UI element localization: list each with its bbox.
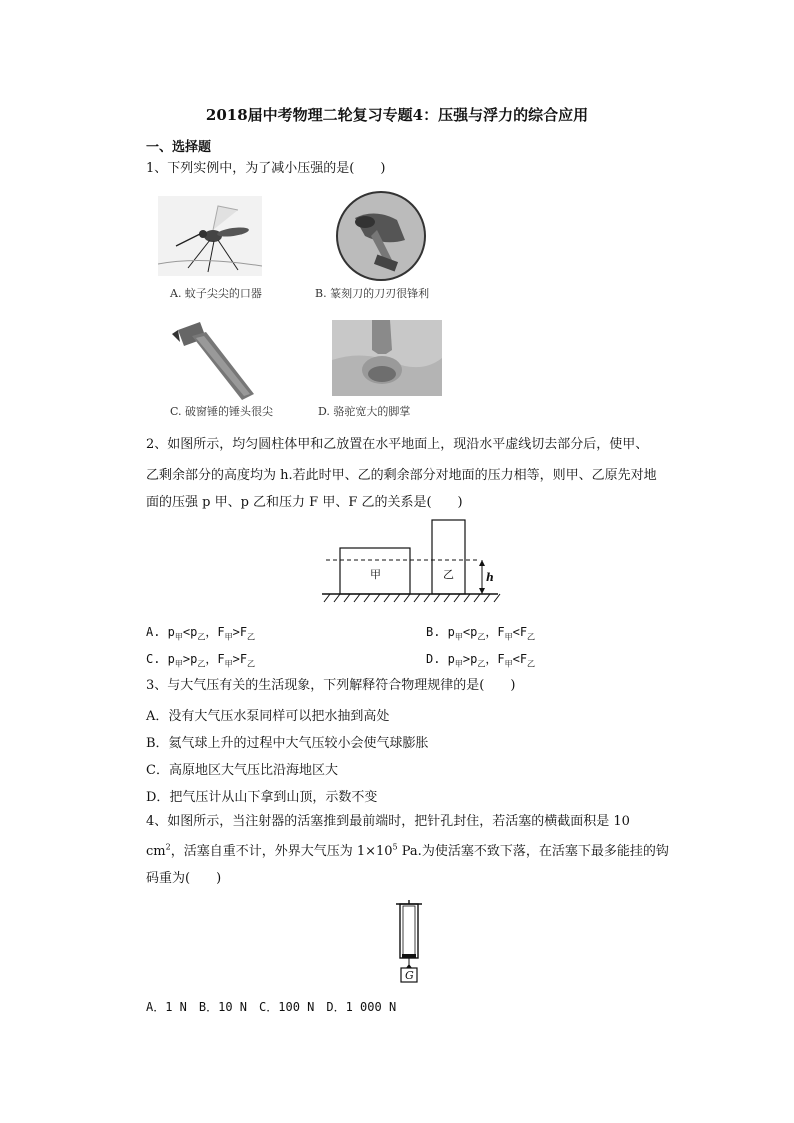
q1-photo-mosquito xyxy=(158,196,262,276)
q3-option-a: A．没有大气压水泵同样可以把水抽到高处 xyxy=(146,709,390,724)
q1-photo-window-hammer xyxy=(170,316,266,402)
q2-label-jia: 甲 xyxy=(370,568,381,581)
q2-option-a: A. $p_甲<p_乙$，$F_甲>F_乙$ xyxy=(146,625,256,642)
q4-stem-line2: $cm^2$，活塞自重不计，外界大气压为 $1\times 10^5$ Pa.为使活塞不致下落，在活塞下最多能挂的钩 xyxy=(146,842,669,859)
q4-options: A．1 N B．10 N C．100 N D．1 000 N xyxy=(146,1000,397,1014)
q3-option-d: D．把气压计从山下拿到山顶，示数不变 xyxy=(146,790,378,805)
q4-syringe-figure xyxy=(392,898,426,986)
q2-option-d: D. $p_甲>p_乙$，$F_甲<F_乙$ xyxy=(426,652,536,669)
section-heading: 一、选择题 xyxy=(146,140,212,155)
q2-option-c: C. $p_甲>p_乙$，$F_甲>F_乙$ xyxy=(146,652,256,669)
q2-stem-line3: 面的压强 p 甲、p 乙和压力 F 甲、F 乙的关系是( ) xyxy=(146,495,463,510)
q1-caption-c: C. 破窗锤的锤头很尖 xyxy=(170,405,274,418)
q3-option-c: C．高原地区大气压比沿海地区大 xyxy=(146,763,338,778)
q3-stem: 3、与大气压有关的生活现象，下列解释符合物理规律的是( ) xyxy=(146,678,516,693)
q2-option-b: B. $p_甲<p_乙$，$F_甲<F_乙$ xyxy=(426,625,536,642)
q4-stem-line1: 4、如图所示，当注射器的活塞推到最前端时，把针孔封住，若活塞的横截面积是 10 xyxy=(146,814,630,829)
q1-photo-camel-foot xyxy=(332,320,442,396)
q2-stem-line1: 2、如图所示，均匀圆柱体甲和乙放置在水平地面上，现沿水平虚线切去部分后，使甲、 xyxy=(146,437,649,452)
q1-caption-a: A. 蚊子尖尖的口器 xyxy=(170,287,262,300)
q1-caption-b: B. 篆刻刀的刀刃很锋利 xyxy=(315,287,430,300)
page-title: 2018届中考物理二轮复习专题4：压强与浮力的综合应用 xyxy=(205,106,589,124)
q3-option-b: B．氦气球上升的过程中大气压较小会使气球膨胀 xyxy=(146,736,429,751)
q1-caption-d: D. 骆驼宽大的脚掌 xyxy=(318,405,411,418)
q2-label-h: h xyxy=(486,571,494,584)
q4-stem-line3: 码重为( ) xyxy=(146,871,222,886)
q1-stem: 1、下列实例中，为了减小压强的是( ) xyxy=(146,161,386,176)
q2-figure xyxy=(318,516,502,606)
q2-label-yi: 乙 xyxy=(443,568,454,581)
q1-photo-carving-knife xyxy=(335,190,427,282)
q2-stem-line2: 乙剩余部分的高度均为 h.若此时甲、乙的剩余部分对地面的压力相等，则甲、乙原先对地 xyxy=(146,468,657,483)
q4-weight-label: G xyxy=(405,969,414,982)
